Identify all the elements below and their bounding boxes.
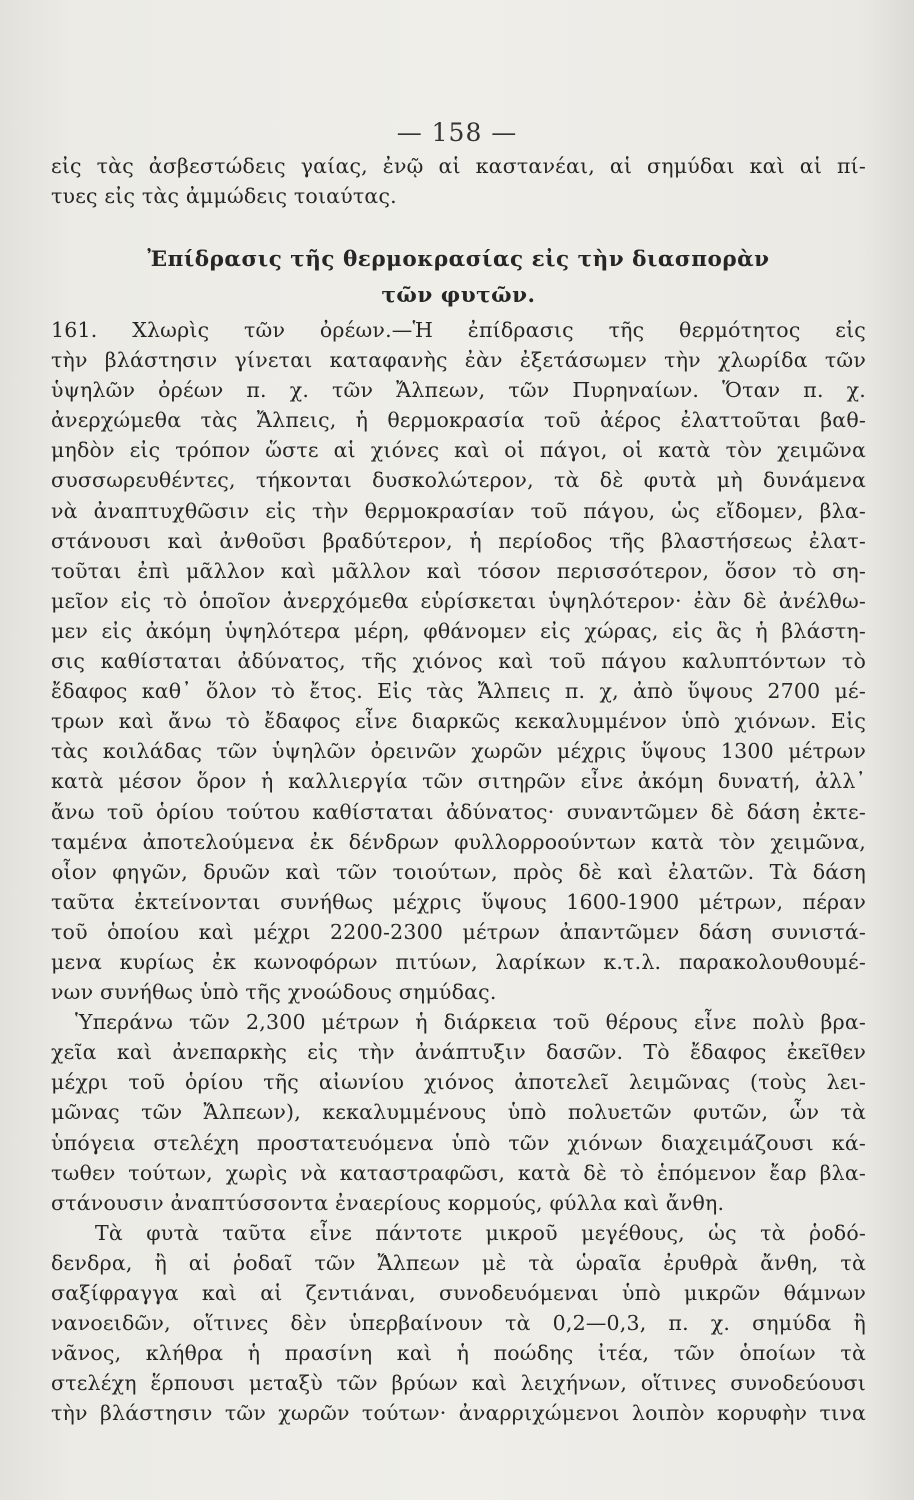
text-line: οἷον φηγῶν, δρυῶν καὶ τῶν τοιούτων, πρὸς δὲ καὶ ἐλατῶν. Τὰ δάση — [51, 859, 866, 884]
text-line: τρων καὶ ἄνω τὸ ἔδαφος εἶνε διαρκῶς κεκαλυμμένον ὑπὸ χιόνων. Εἰς — [51, 709, 866, 734]
text-line: ὑψηλῶν ὀρέων π. χ. τῶν Ἄλπεων, τῶν Πυρηναίων. Ὅταν π. χ. — [51, 378, 866, 403]
text-line: τοῦ ὁποίου καὶ μέχρι 2200-2300 μέτρων ἀπαντῶμεν δάση συνιστά- — [51, 919, 866, 944]
intro-text — [51, 151, 866, 211]
text-line: τυες εἰς τὰς ἀμμώδεις τοιαύτας. — [51, 184, 397, 209]
text-line: συσσωρευθέντες, τήκονται δυσκολώτερον, τὰ δὲ φυτὰ μὴ δυνάμενα — [51, 468, 866, 493]
text-line: νᾶνος, κλήθρα ἡ πρασίνη καὶ ἡ ποώδης ἰτέα, τῶν ὁποίων τὰ — [51, 1341, 866, 1366]
text-line: εἰς τὰς ἀσβεστώδεις γαίας, ἐνῷ αἱ καστανέαι, αἱ σημύδαι καὶ αἱ πί- — [51, 154, 866, 178]
text-line: σαξίφραγγα καὶ αἱ ζεντιάναι, συνοδευόμεναι ὑπὸ μικρῶν θάμνων — [51, 1281, 866, 1305]
text-line: 161. Χλωρὶς τῶν ὀρέων.—Ἡ ἐπίδρασις τῆς θερμότητος εἰς — [51, 318, 866, 342]
text-line: νων συνήθως ὑπὸ τῆς χνοώδους σημύδας. — [51, 980, 497, 1005]
text-line: ταῦτα ἐκτείνονται συνήθως μέχρις ὕψους 1600-1900 μέτρων, πέραν — [51, 889, 866, 914]
text-line: ταμένα ἀποτελούμενα ἐκ δένδρων φυλλορροούντων κατὰ τὸν χειμῶνα, — [51, 829, 866, 854]
text-line: χεῖα καὶ ἀνεπαρκὴς εἰς τὴν ἀνάπτυξιν δασῶν. Τὸ ἔδαφος ἐκεῖθεν — [51, 1040, 866, 1065]
text-line: τοῦται ἐπὶ μᾶλλον καὶ μᾶλλον καὶ τόσον περισσότερον, ὅσον τὸ ση- — [51, 558, 866, 583]
text-line: νὰ ἀναπτυχθῶσιν εἰς τὴν θερμοκρασίαν τοῦ πάγου, ὡς εἴδομεν, βλα- — [51, 498, 866, 523]
text-line: τὴν βλάστησιν τῶν χωρῶν τούτων· ἀναρριχώμενοι λοιπὸν κορυφὴν τινα — [51, 1401, 866, 1426]
text-line: στάνουσιν ἀναπτύσσοντα ἐναερίους κορμούς, φύλλα καὶ ἄνθη. — [51, 1190, 725, 1215]
paragraph-161 — [51, 315, 866, 1428]
text-line: τὰς κοιλάδας τῶν ὑψηλῶν ὀρεινῶν χωρῶν μέχρις ὕψους 1300 μέτρων — [51, 739, 866, 764]
text-line: μέχρι τοῦ ὁρίου τῆς αἰωνίου χιόνος ἀποτελεῖ λειμῶνας (τοὺς λει- — [51, 1070, 866, 1095]
text-line: τὴν βλάστησιν γίνεται καταφανὴς ἐὰν ἐξετάσωμεν τὴν χλωρίδα τῶν — [51, 348, 866, 373]
text-line: κατὰ μέσον ὅρον ἡ καλλιεργία τῶν σιτηρῶν εἶνε ἀκόμη δυνατή, ἀλλ᾽ — [51, 769, 866, 794]
section-heading — [51, 242, 866, 314]
text-line: στάνουσι καὶ ἀνθοῦσι βραδύτερον, ἡ περίοδος τῆς βλαστήσεως ἐλατ- — [51, 528, 866, 553]
heading-line: τῶν φυτῶν. — [381, 283, 536, 308]
text-line: μενα κυρίως ἐκ κωνοφόρων πιτύων, λαρίκων κ.τ.λ. παρακολουθουμέ- — [51, 949, 866, 974]
text-line: τωθεν τούτων, χωρὶς νὰ καταστραφῶσι, κατὰ δὲ τὸ ἑπόμενον ἔαρ βλα- — [51, 1160, 866, 1185]
text-line: δενδρα, ἢ αἱ ῥοδαῖ τῶν Ἄλπεων μὲ τὰ ὡραῖα ἐρυθρὰ ἄνθη, τὰ — [51, 1250, 866, 1275]
text-line: στελέχη ἕρπουσι μεταξὺ τῶν βρύων καὶ λειχήνων, οἵτινες συνοδεύουσι — [51, 1371, 866, 1396]
text-line: Ὑπεράνω τῶν 2,300 μέτρων ἡ διάρκεια τοῦ θέρους εἶνε πολὺ βρα- — [75, 1010, 866, 1035]
page-number: — 158 — — [396, 118, 518, 147]
text-line: σις καθίσταται ἀδύνατος, τῆς χιόνος καὶ τοῦ πάγου καλυπτόντων τὸ — [51, 649, 866, 674]
text-line: Τὰ φυτὰ ταῦτα εἶνε πάντοτε μικροῦ μεγέθους, ὡς τὰ ῥοδό- — [95, 1220, 866, 1245]
text-line: μῶνας τῶν Ἄλπεων), κεκαλυμμένους ὑπὸ πολυετῶν φυτῶν, ὧν τὰ — [51, 1100, 866, 1125]
heading-line: Ἐπίδρασις τῆς θερμοκρασίας εἰς τὴν διασπορὰν — [147, 247, 770, 272]
text-line: μηδὸν εἰς τρόπον ὥστε αἱ χιόνες καὶ οἱ πάγοι, οἱ κατὰ τὸν χειμῶνα — [51, 438, 866, 463]
text-line: μεῖον εἰς τὸ ὁποῖον ἀνερχόμεθα εὑρίσκεται ὑψηλότερον· ἐὰν δὲ ἀνέλθω- — [51, 588, 866, 613]
text-line: ὑπόγεια στελέχη προστατευόμενα ὑπὸ τῶν χιόνων διαχειμάζουσι κά- — [51, 1130, 866, 1155]
text-line: ἀνερχώμεθα τὰς Ἄλπεις, ἡ θερμοκρασία τοῦ ἀέρος ἐλαττοῦται βαθ- — [51, 408, 866, 433]
text-line: νανοειδῶν, οἵτινες δὲν ὑπερβαίνουν τὰ 0,2—0,3, π. χ. σημύδα ἢ — [51, 1311, 866, 1336]
text-line: ἄνω τοῦ ὁρίου τούτου καθίσταται ἀδύνατος· συναντῶμεν δὲ δάση ἐκτε- — [51, 799, 866, 824]
text-line: μεν εἰς ἀκόμη ὑψηλότερα μέρη, φθάνομεν εἰς χώρας, εἰς ἃς ἡ βλάστη- — [51, 618, 866, 643]
text-line: ἔδαφος καθ᾽ ὅλον τὸ ἔτος. Εἰς τὰς Ἄλπεις π. χ, ἀπὸ ὕψους 2700 μέ- — [51, 679, 866, 704]
